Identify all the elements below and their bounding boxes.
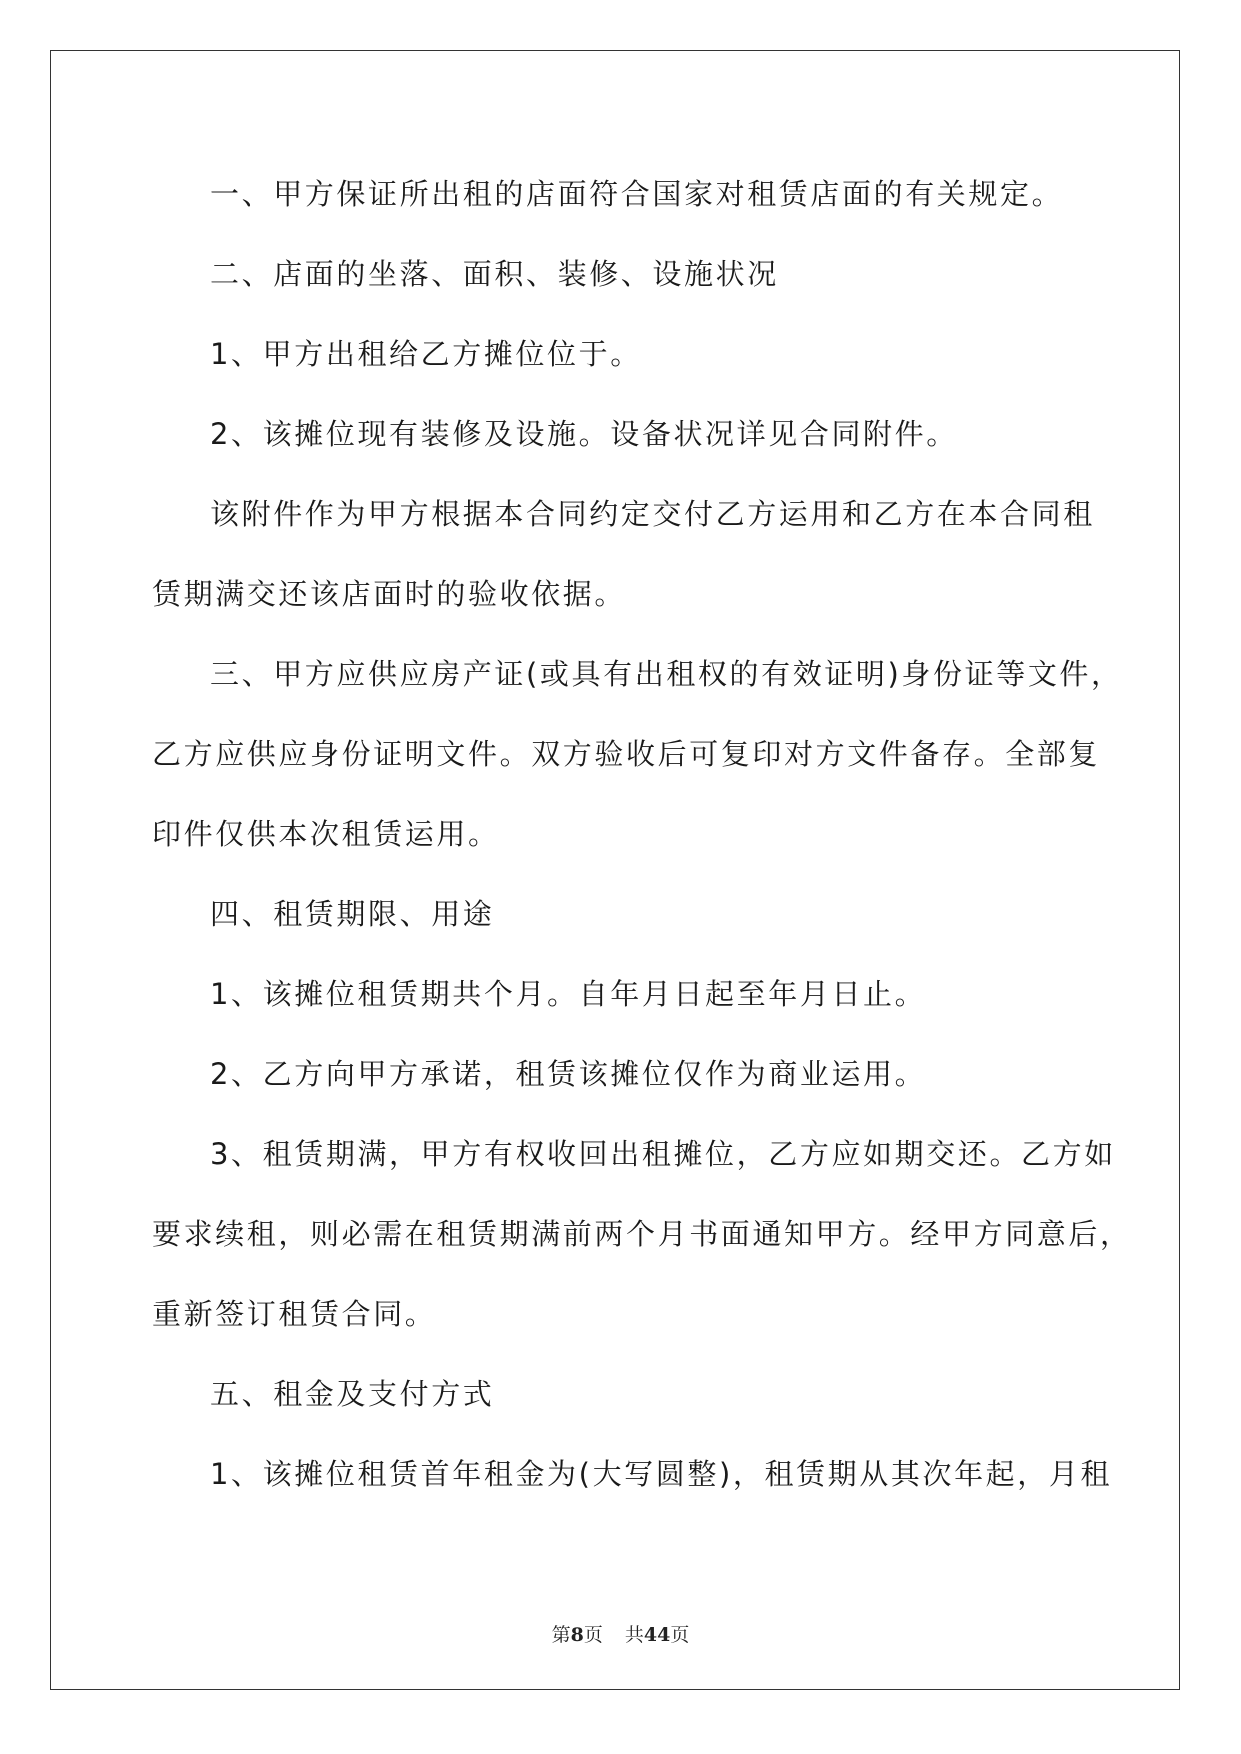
page-footer	[0, 1620, 1241, 1647]
text-line: 五、租金及支付方式	[210, 1377, 495, 1411]
text-line: 三、甲方应供应房产证(或具有出租权的有效证明)身份证等文件，	[210, 657, 1123, 691]
paragraph-9	[152, 1034, 1084, 1114]
text-line: 四、租赁期限、用途	[210, 897, 495, 931]
text-line: 一、甲方保证所出租的店面符合国家对租赁店面的有关规定。	[210, 177, 1064, 211]
paragraph-8	[152, 954, 1084, 1034]
paragraph-5	[152, 474, 1095, 634]
page-prefix: 第	[551, 1624, 571, 1646]
text-line: 该附件作为甲方根据本合同约定交付乙方运用和乙方在本合同租	[210, 497, 1095, 531]
paragraph-6	[152, 634, 1123, 874]
text-line: 要求续租，则必需在租赁期满前两个月书面通知甲方。经甲方同意后，	[152, 1217, 1132, 1251]
paragraph-11	[152, 1354, 1084, 1434]
text-line: 赁期满交还该店面时的验收依据。	[152, 577, 627, 611]
text-line: 乙方应供应身份证明文件。双方验收后可复印对方文件备存。全部复	[152, 737, 1101, 771]
total-prefix: 共	[624, 1624, 644, 1646]
document-body	[152, 154, 1132, 1514]
text-line: 印件仅供本次租赁运用。	[152, 817, 500, 851]
text-line: 1、该摊位租赁期共个月。自年月日起至年月日止。	[210, 977, 927, 1011]
text-line: 2、该摊位现有装修及设施。设备状况详见合同附件。	[210, 417, 958, 451]
text-line: 1、甲方出租给乙方摊位位于。	[210, 337, 642, 371]
text-line: 3、租赁期满，甲方有权收回出租摊位，乙方应如期交还。乙方如	[210, 1137, 1116, 1171]
paragraph-7	[152, 874, 1084, 954]
text-line: 二、店面的坐落、面积、装修、设施状况	[210, 257, 779, 291]
total-page-count: 44	[643, 1624, 671, 1646]
paragraph-2	[152, 234, 1084, 314]
current-page-number: 8	[570, 1624, 584, 1646]
paragraph-10	[152, 1114, 1132, 1354]
text-line: 1、该摊位租赁首年租金为(大写圆整)，租赁期从其次年起，月租	[210, 1457, 1113, 1491]
total-unit: 页	[670, 1624, 690, 1646]
paragraph-4	[152, 394, 1084, 474]
page-unit: 页	[583, 1624, 603, 1646]
text-line: 2、乙方向甲方承诺，租赁该摊位仅作为商业运用。	[210, 1057, 927, 1091]
paragraph-12	[152, 1434, 1113, 1514]
text-line: 重新签订租赁合同。	[152, 1297, 437, 1331]
paragraph-1	[152, 154, 1084, 234]
paragraph-3	[152, 314, 1084, 394]
